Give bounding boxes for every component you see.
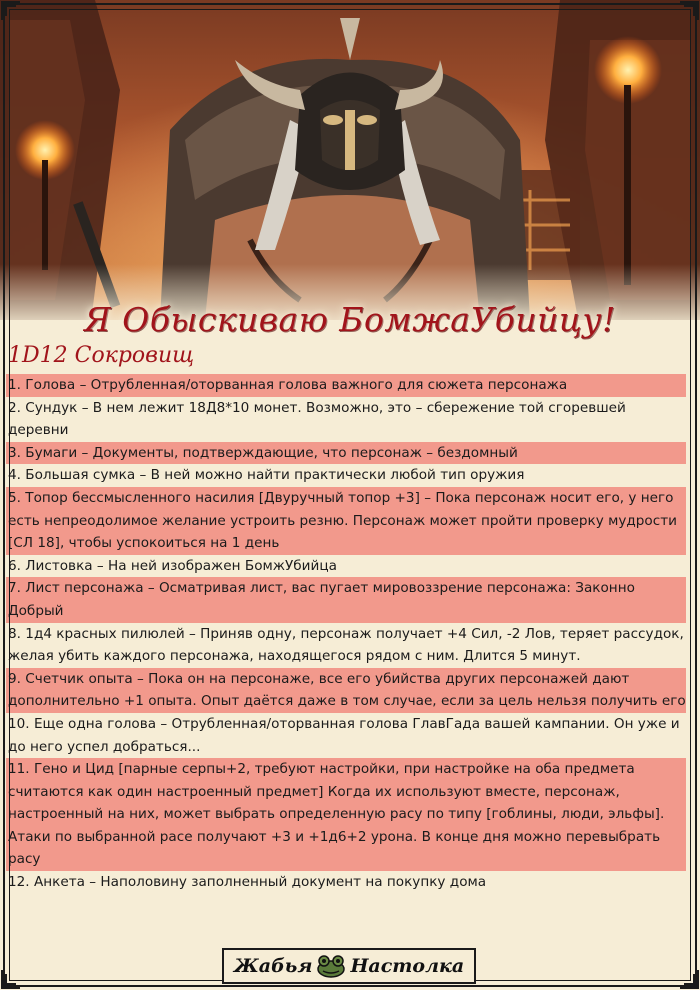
treasure-list bbox=[6, 374, 686, 894]
page-title: Я Обыскиваю БомжаУбийцу! bbox=[84, 300, 616, 339]
logo-text-right: Настолка bbox=[350, 955, 465, 977]
table-subtitle: 1D12 Сокровищ bbox=[8, 343, 195, 368]
treasure-item: 9. Счетчик опыта – Пока он на персонаже, все его убийства других персонажей дают дополнительно +1 опыта. Опыт даётся даже в том случае, если за цель нельзя получить его bbox=[6, 668, 686, 713]
corner-ornament-icon bbox=[678, 0, 700, 22]
hero-illustration bbox=[0, 0, 700, 320]
treasure-item: 1. Голова – Отрубленная/оторванная голова важного для сюжета персонажа bbox=[6, 374, 686, 397]
treasure-item: 8. 1д4 красных пилюлей – Приняв одну, персонаж получает +4 Сил, -2 Лов, теряет рассудок, желая убить каждого персонажа, находящегося рядом с ним. Длится 5 минут. bbox=[8, 625, 684, 665]
treasure-item: 12. Анкета – Наполовину заполненный документ на покупку дома bbox=[8, 874, 487, 891]
treasure-item: 6. Листовка – На ней изображен БомжУбийца bbox=[8, 557, 337, 574]
treasure-item: 10. Еще одна голова – Отрубленная/оторванная голова ГлавГада вашей кампании. Он уже и до него успел добраться... bbox=[8, 715, 680, 755]
logo-text-left: Жабья bbox=[233, 955, 313, 977]
corner-ornament-icon bbox=[0, 0, 22, 22]
treasure-item: 11. Гено и Цид [парные серпы+2, требуют настройки, при настройке на оба предмета считаются как один настроенный предмет] Когда их используют вместе, персонаж, настроенный на них, может выбрать определенную расу по типу [гоблины, люди, эльфы]. Атаки по выбранной расе получают +3 и +1д6+2 урона. В конце дня можно перевыбрать расу bbox=[6, 758, 686, 871]
treasure-item: 5. Топор бессмысленного насилия [Двуручный топор +3] – Пока персонаж носит его, у него есть непреодолимое желание устроить резню. Персонаж может пройти проверку мудрости [СЛ 18], чтобы успокоиться на 1 день bbox=[6, 487, 686, 555]
treasure-item: 7. Лист персонажа – Осматривая лист, вас пугает мировоззрение персонажа: Законно Добрый bbox=[6, 577, 686, 622]
treasure-item: 2. Сундук – В нем лежит 18Д8*10 монет. Возможно, это – сбережение той сгоревшей деревни bbox=[8, 399, 626, 439]
barbarian-illustration bbox=[0, 0, 700, 320]
corner-ornament-icon bbox=[0, 968, 22, 990]
frog-icon bbox=[316, 954, 346, 978]
footer-logo bbox=[222, 948, 476, 984]
treasure-item: 3. Бумаги – Документы, подтверждающие, что персонаж – бездомный bbox=[6, 442, 686, 465]
corner-ornament-icon bbox=[678, 968, 700, 990]
treasure-item: 4. Большая сумка – В ней можно найти практически любой тип оружия bbox=[8, 467, 525, 484]
